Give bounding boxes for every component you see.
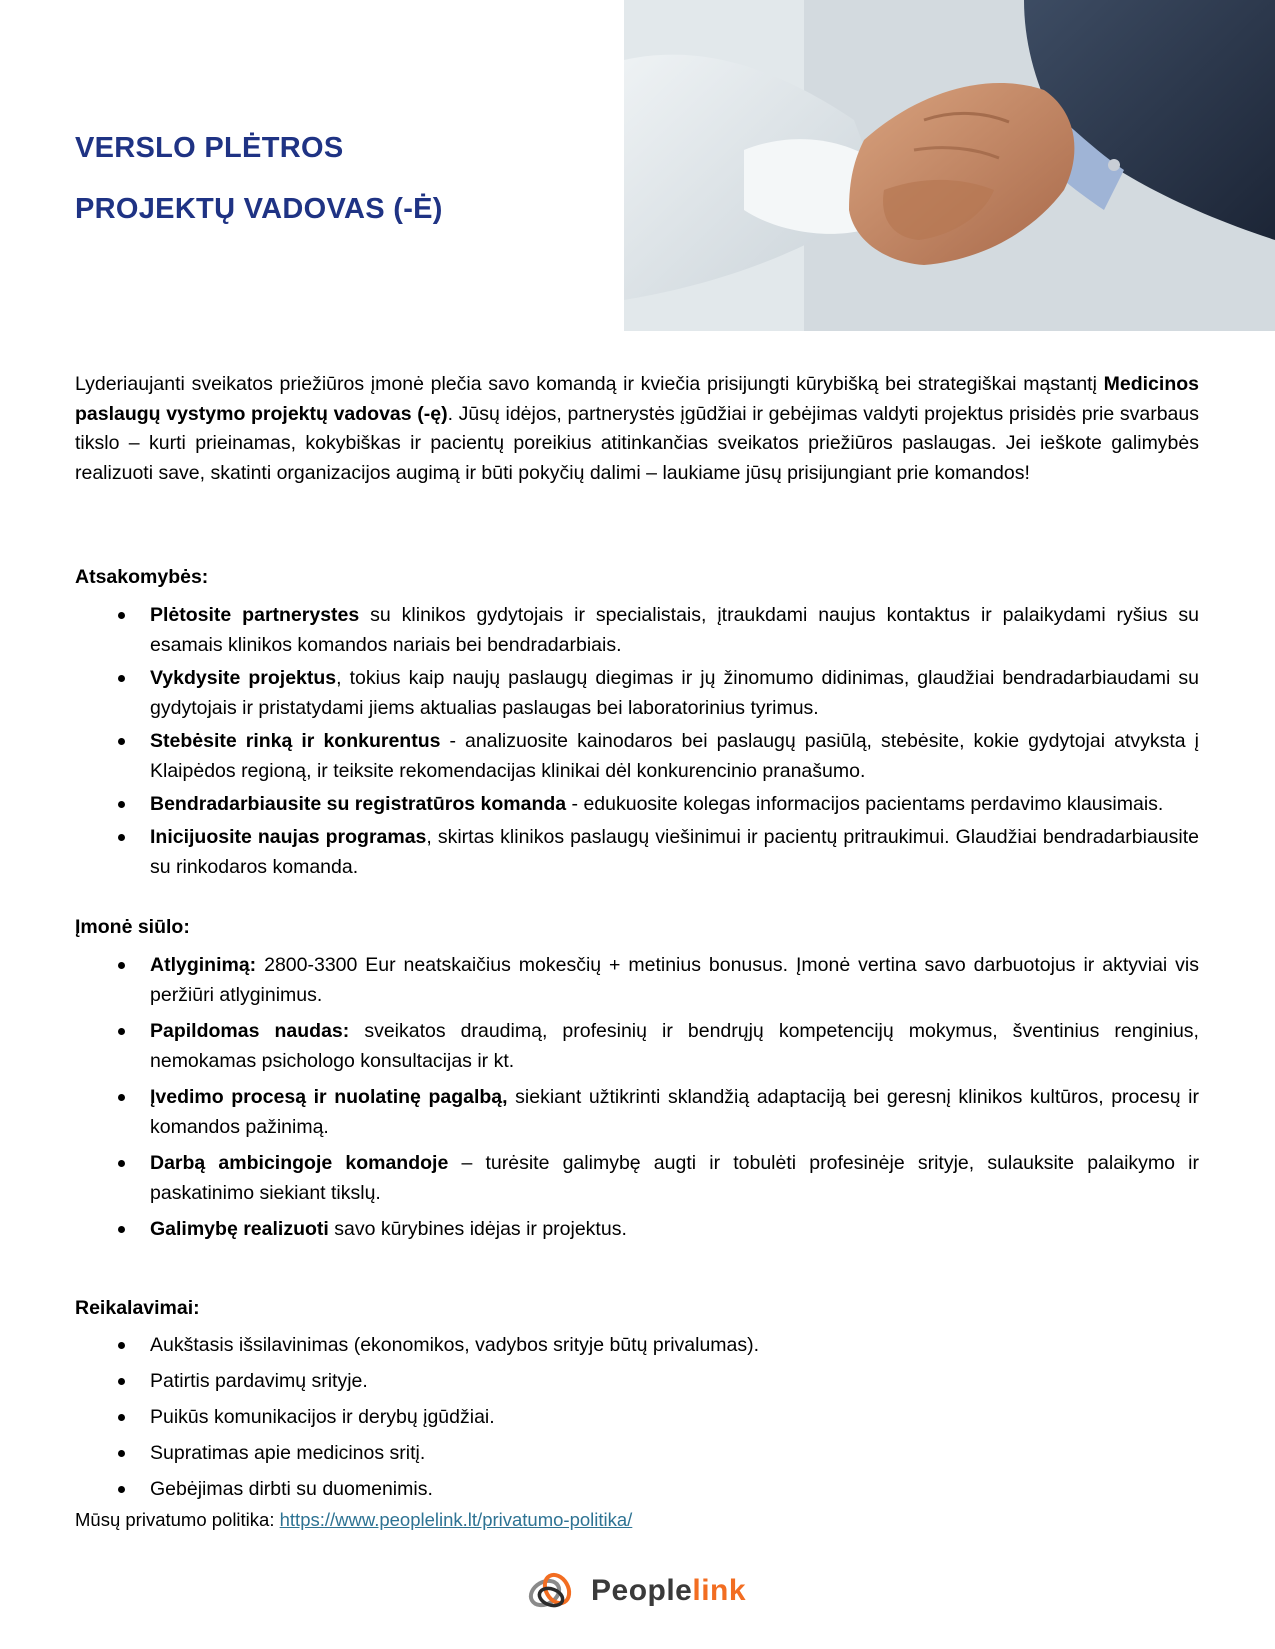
list-item-text: 2800-3300 Eur neatskaičius mokesčių + metinius bonusus. Įmonė vertina savo darbuotojus ir aktyviai vis peržiūri atlyginimus.: [150, 954, 1199, 1006]
list-item: Puikūs komunikacijos ir derybų įgūdžiai.: [75, 1402, 1199, 1432]
list-item: Patirtis pardavimų srityje.: [75, 1366, 1199, 1396]
list-item: [75, 1214, 1199, 1244]
responsibilities-heading: Atsakomybės:: [75, 566, 209, 588]
list-item-bold: Įvedimo procesą ir nuolatinę pagalbą,: [150, 1086, 508, 1108]
list-item: [75, 789, 1199, 819]
offer-list: [75, 950, 1199, 1250]
job-title-line-1: VERSLO PLĖTROS: [75, 132, 344, 164]
list-item: [75, 663, 1199, 723]
list-item-bold: Papildomas naudas:: [150, 1020, 350, 1042]
list-item: [75, 1016, 1199, 1076]
requirements-list: [75, 1330, 1199, 1510]
privacy-policy-line: [75, 1509, 632, 1531]
list-item: Aukštasis išsilavinimas (ekonomikos, vadybos srityje būtų privalumas).: [75, 1330, 1199, 1360]
list-item: [75, 1148, 1199, 1208]
list-item-text: sveikatos draudimą, profesinių ir bendrųjų kompetencijų mokymus, šventinius renginius, nemokamas psichologo konsultacijas ir kt.: [150, 1020, 1199, 1072]
requirements-heading: Reikalavimai:: [75, 1297, 200, 1319]
intro-role-name: Medicinos paslaugų vystymo projektų vadovas (-ę): [75, 373, 1199, 425]
list-item-text: siekiant užtikrinti sklandžią adaptaciją bei geresnį klinikos kultūros, procesų ir komandos pažinimą.: [150, 1086, 1199, 1138]
list-item: [75, 950, 1199, 1010]
list-item-bold: Inicijuosite naujas programas: [150, 826, 427, 848]
list-item-bold: Bendradarbiausite su registratūros komanda: [150, 793, 567, 815]
list-item-bold: Plėtosite partnerystes: [150, 604, 360, 626]
responsibilities-list: [75, 600, 1199, 885]
list-item-text: savo kūrybines idėjas ir projektus.: [328, 1218, 627, 1240]
list-item: [75, 726, 1199, 786]
list-item: Gebėjimas dirbti su duomenimis.: [75, 1474, 1199, 1504]
handshake-photo: [624, 0, 1275, 331]
list-item-bold: Vykdysite projektus: [150, 667, 337, 689]
intro-paragraph: [75, 370, 1199, 488]
list-item: Supratimas apie medicinos sritį.: [75, 1438, 1199, 1468]
list-item-bold: Atlyginimą:: [150, 954, 257, 976]
list-item: [75, 822, 1199, 882]
list-item-text: – turėsite galimybę augti ir tobulėti profesinėje srityje, sulauksite palaikymo ir paskatinimo siekiant tikslų.: [150, 1152, 1199, 1204]
list-item-text: - edukuosite kolegas informacijos pacientams perdavimo klausimais.: [566, 793, 1164, 815]
list-item-text: , skirtas klinikos paslaugų viešinimui ir pacientų pritraukimui. Glaudžiai bendradarbiausite su rinkodaros komanda.: [150, 826, 1199, 878]
intro-text-1: Lyderiaujanti sveikatos priežiūros įmonė plečia savo komandą ir kviečia prisijungti kūrybišką bei strategiškai mąstantį: [75, 373, 1104, 395]
logo-text-accent: link: [692, 1574, 747, 1607]
list-item-text: , tokius kaip naujų paslaugų diegimas ir jų žinomumo didinimas, glaudžiai bendradarbiaudami su gydytojais ir pristatydami jiems aktualias paslaugas bei laboratorinius tyrimus.: [150, 667, 1199, 719]
intro-text-2: . Jūsų idėjos, partnerystės įgūdžiai ir gebėjimas valdyti projektus prisidės prie svarbaus tikslo – kurti prieinamas, kokybiškas ir pacientų poreikius atitinkančias sveikatos priežiūros paslaugas. Jei ieškote galimybės realizuoti save, skatinti organizacijos augimą ir būti pokyčių dalimi – laukiame jūsų prisijungiant prie komandos!: [75, 402, 1199, 484]
peoplelink-logo: [525, 1563, 746, 1619]
list-item-bold: Darbą ambicingoje komandoje: [150, 1152, 449, 1174]
peoplelink-logo-icon: [525, 1563, 577, 1619]
job-title-line-2: PROJEKTŲ VADOVAS (-Ė): [75, 193, 443, 225]
offer-heading: Įmonė siūlo:: [75, 916, 190, 938]
logo-text-main: People: [591, 1574, 693, 1607]
list-item-text: - analizuosite kainodaros bei paslaugų pasiūlą, stebėsite, kokie gydytojai atvyksta į Klaipėdos regioną, ir teiksite rekomendacijas klinikai dėl konkurencinio pranašumo.: [150, 730, 1199, 782]
job-title: [75, 118, 443, 240]
handshake-illustration: [624, 0, 1275, 331]
privacy-label: Mūsų privatumo politika:: [75, 1509, 280, 1530]
list-item-bold: Stebėsite rinką ir konkurentus: [150, 730, 441, 752]
privacy-policy-link[interactable]: https://www.peoplelink.lt/privatumo-politika/: [279, 1509, 633, 1530]
list-item: [75, 600, 1199, 660]
peoplelink-logo-wordmark: [591, 1574, 746, 1608]
list-item-bold: Galimybę realizuoti: [150, 1218, 329, 1240]
list-item: [75, 1082, 1199, 1142]
list-item-text: su klinikos gydytojais ir specialistais, įtraukdami naujus kontaktus ir palaikydami ryšius su esamais klinikos komandos nariais bei bendradarbiais.: [150, 604, 1199, 656]
